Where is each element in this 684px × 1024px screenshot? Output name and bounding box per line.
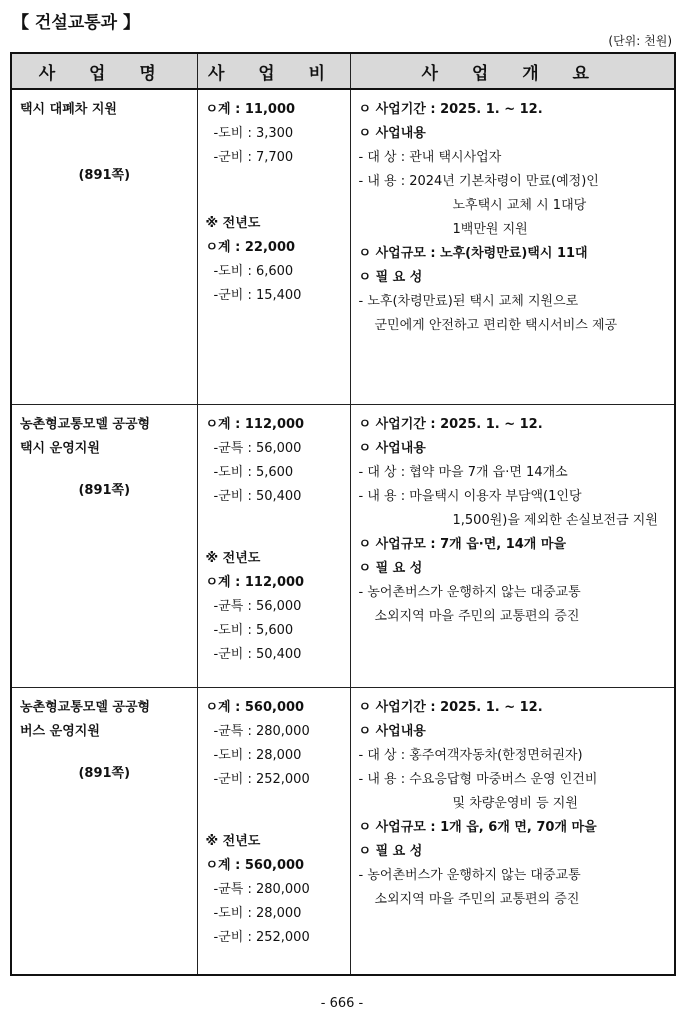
previous-year-label: ※ 전년도 [205, 216, 261, 231]
budget-total: ㅇ계 : 112,000 [205, 417, 305, 432]
overview-line: - 내 용 : 마을택시 이용자 부담액(1인당 [358, 489, 582, 504]
budget-item-prev: -도비 : 28,000 [213, 906, 302, 921]
overview-line: 소외지역 마을 주민의 교통편의 증진 [374, 609, 580, 624]
project-name-cell [11, 405, 197, 688]
budget-total: ㅇ계 : 560,000 [205, 700, 305, 715]
overview-line: - 대 상 : 홍주여객자동차(한정면허권자) [358, 748, 583, 763]
overview-line: ㅇ 사업기간 : 2025. 1. ~ 12. [358, 102, 543, 117]
overview-line: 1백만원 지원 [452, 222, 528, 237]
budget-item: -균특 : 56,000 [213, 441, 302, 456]
page-reference: (891쪽) [78, 483, 131, 498]
budget-item: -균특 : 280,000 [213, 724, 310, 739]
unit-note: (단위: 천원) [608, 34, 672, 48]
overview-line: - 대 상 : 협약 마을 7개 읍·면 14개소 [358, 465, 568, 480]
overview-line: - 농어촌버스가 운행하지 않는 대중교통 [358, 868, 581, 883]
budget-cell [197, 89, 350, 405]
overview-line: 노후택시 교체 시 1대당 [452, 198, 587, 213]
overview-line: ㅇ 필 요 성 [358, 561, 423, 576]
table-row [11, 405, 675, 688]
table-header-row [11, 53, 675, 89]
page-reference: (891쪽) [78, 766, 131, 781]
overview-cell [350, 89, 675, 405]
budget-item-prev: -군비 : 15,400 [213, 288, 302, 303]
budget-total-prev: ㅇ계 : 560,000 [205, 858, 305, 873]
column-header-project-name: 사 업 명 [11, 53, 197, 89]
budget-item: -도비 : 28,000 [213, 748, 302, 763]
overview-line: - 농어촌버스가 운행하지 않는 대중교통 [358, 585, 581, 600]
previous-year-label: ※ 전년도 [205, 551, 261, 566]
page-reference: (891쪽) [78, 168, 131, 183]
overview-line: - 노후(차령만료)된 택시 교체 지원으로 [358, 294, 579, 309]
overview-line: - 대 상 : 관내 택시사업자 [358, 150, 502, 165]
budget-item-prev: -군비 : 50,400 [213, 647, 302, 662]
overview-line: ㅇ 사업기간 : 2025. 1. ~ 12. [358, 700, 543, 715]
project-name: 농촌형교통모델 공공형 [20, 700, 151, 715]
project-name: 버스 운영지원 [20, 724, 100, 739]
budget-cell [197, 688, 350, 976]
budget-item: -도비 : 5,600 [213, 465, 294, 480]
overview-line: 소외지역 마을 주민의 교통편의 증진 [374, 892, 580, 907]
column-header-budget: 사 업 비 [197, 53, 350, 89]
budget-total-prev: ㅇ계 : 112,000 [205, 575, 305, 590]
overview-cell [350, 688, 675, 976]
budget-table [10, 52, 676, 976]
table-row [11, 688, 675, 976]
overview-cell [350, 405, 675, 688]
overview-line: ㅇ 사업내용 [358, 441, 426, 456]
overview-line: 군민에게 안전하고 편리한 택시서비스 제공 [374, 318, 618, 333]
table-row [11, 89, 675, 405]
project-name-cell [11, 688, 197, 976]
project-name: 택시 대폐차 지원 [20, 102, 117, 117]
overview-line: - 내 용 : 수요응답형 마중버스 운영 인건비 [358, 772, 598, 787]
budget-item-prev: -군비 : 252,000 [213, 930, 310, 945]
project-name: 택시 운영지원 [20, 441, 100, 456]
project-name-cell [11, 89, 197, 405]
overview-line: ㅇ 사업규모 : 7개 읍·면, 14개 마을 [358, 537, 567, 552]
budget-item: -군비 : 50,400 [213, 489, 302, 504]
budget-item: -군비 : 7,700 [213, 150, 294, 165]
project-name: 농촌형교통모델 공공형 [20, 417, 151, 432]
budget-item-prev: -균특 : 56,000 [213, 599, 302, 614]
department-title: 【 건설교통과 】 [12, 13, 140, 33]
overview-line: ㅇ 사업내용 [358, 724, 426, 739]
overview-line: 및 차량운영비 등 지원 [452, 796, 578, 811]
budget-item: -도비 : 3,300 [213, 126, 294, 141]
overview-line: ㅇ 사업규모 : 1개 읍, 6개 면, 70개 마을 [358, 820, 597, 835]
column-header-overview: 사 업 개 요 [350, 53, 675, 89]
budget-item-prev: -도비 : 6,600 [213, 264, 294, 279]
previous-year-label: ※ 전년도 [205, 834, 261, 849]
budget-cell [197, 405, 350, 688]
overview-line: 1,500원)을 제외한 손실보전금 지원 [452, 513, 658, 528]
overview-line: ㅇ 필 요 성 [358, 844, 423, 859]
overview-line: - 내 용 : 2024년 기본차령이 만료(예정)인 [358, 174, 599, 189]
budget-item: -군비 : 252,000 [213, 772, 310, 787]
page-number: - 666 - [320, 996, 364, 1011]
budget-item-prev: -균특 : 280,000 [213, 882, 310, 897]
budget-total-prev: ㅇ계 : 22,000 [205, 240, 296, 255]
overview-line: ㅇ 필 요 성 [358, 270, 423, 285]
budget-total: ㅇ계 : 11,000 [205, 102, 296, 117]
overview-line: ㅇ 사업규모 : 노후(차령만료)택시 11대 [358, 246, 588, 261]
budget-item-prev: -도비 : 5,600 [213, 623, 294, 638]
overview-line: ㅇ 사업내용 [358, 126, 426, 141]
overview-line: ㅇ 사업기간 : 2025. 1. ~ 12. [358, 417, 543, 432]
